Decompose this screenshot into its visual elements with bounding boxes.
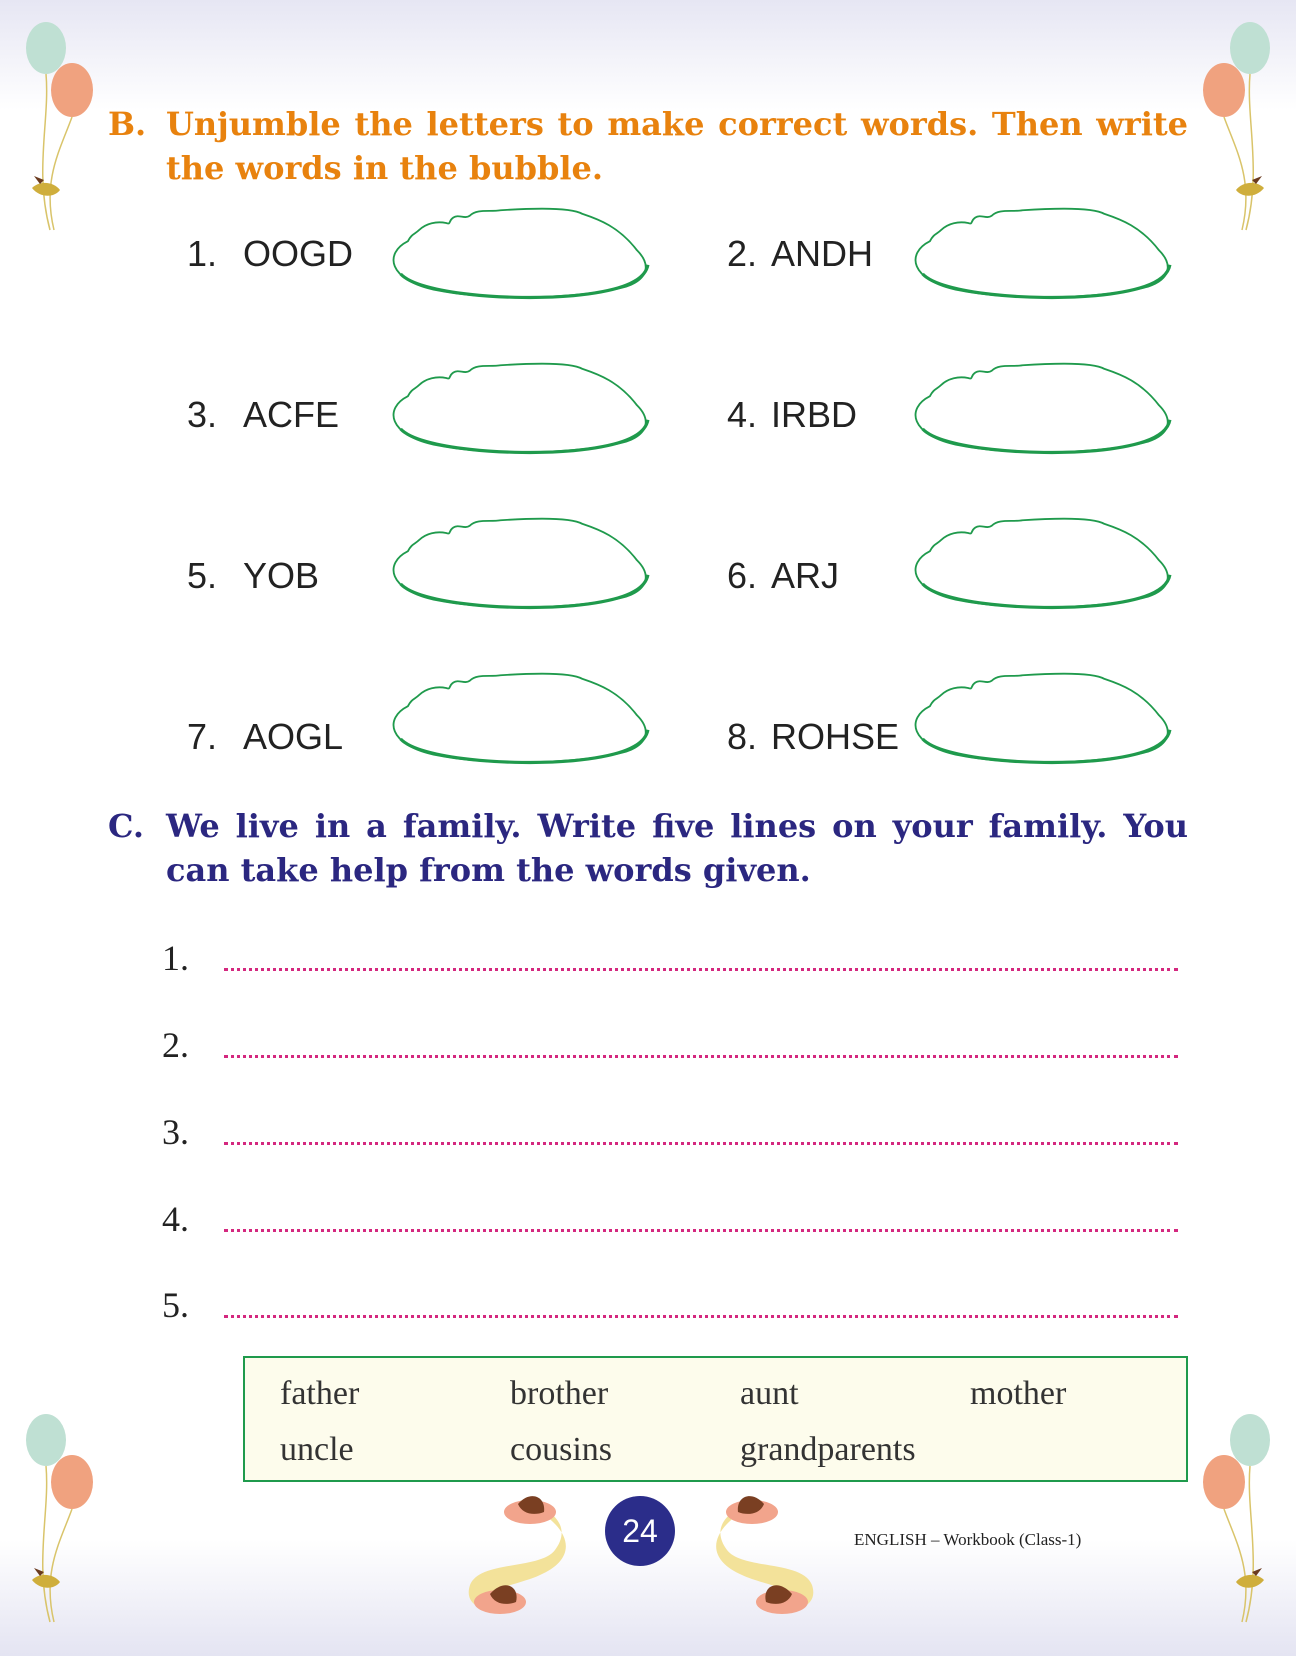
jumbled-word: ARJ	[771, 555, 840, 596]
word-cousins: cousins	[510, 1431, 612, 1468]
writing-line-1[interactable]	[162, 938, 1182, 978]
section-c-letter: C.	[108, 807, 145, 845]
answer-bubble-3[interactable]	[372, 358, 662, 458]
jumbled-word: ACFE	[243, 394, 340, 435]
word-grandparents: grandparents	[740, 1431, 916, 1468]
jumbled-word: IRBD	[771, 394, 858, 435]
unjumble-item-3	[187, 395, 339, 435]
section-b-letter: B.	[108, 105, 147, 143]
answer-bubble-8[interactable]	[894, 668, 1184, 768]
footer-book-title: ENGLISH – Workbook (Class-1)	[854, 1530, 1082, 1549]
balloons-bottom-left-icon	[20, 1412, 110, 1632]
dotted-line	[224, 1229, 1178, 1232]
word-brother: brother	[510, 1375, 609, 1412]
unjumble-item-4	[727, 395, 857, 435]
word-father: father	[280, 1375, 360, 1412]
dotted-line	[224, 1055, 1178, 1058]
jumbled-word: ROHSE	[771, 716, 900, 757]
writing-line-3[interactable]	[162, 1112, 1182, 1152]
item-number: 8.	[727, 716, 758, 757]
answer-bubble-7[interactable]	[372, 668, 662, 768]
word-mother: mother	[970, 1375, 1067, 1412]
writing-line-4[interactable]	[162, 1199, 1182, 1239]
jumbled-word: YOB	[243, 555, 320, 596]
dotted-line	[224, 1315, 1178, 1318]
item-number: 7.	[187, 716, 218, 757]
unjumble-item-6	[727, 556, 839, 596]
line-number: 4.	[162, 1199, 189, 1239]
section-b-instruction: Unjumble the letters to make correct words. Then write the words in the bubble.	[166, 105, 1188, 187]
answer-bubble-6[interactable]	[894, 513, 1184, 613]
item-number: 6.	[727, 555, 758, 596]
balloons-top-right-icon	[1186, 20, 1276, 240]
item-number: 4.	[727, 394, 758, 435]
unjumble-item-2	[727, 234, 873, 274]
section-b-heading	[108, 102, 1188, 190]
writing-line-2[interactable]	[162, 1025, 1182, 1065]
unjumble-item-8	[727, 717, 899, 757]
unjumble-item-1	[187, 234, 353, 274]
line-number: 5.	[162, 1285, 189, 1325]
line-number: 2.	[162, 1025, 189, 1065]
word-uncle: uncle	[280, 1431, 354, 1468]
item-number: 1.	[187, 233, 218, 274]
item-number: 5.	[187, 555, 218, 596]
item-number: 3.	[187, 394, 218, 435]
balloons-top-left-icon	[20, 20, 110, 240]
answer-bubble-1[interactable]	[372, 203, 662, 303]
line-number: 3.	[162, 1112, 189, 1152]
section-c-instruction: We live in a family. Write five lines on your family. You can take help from the words given.	[166, 807, 1188, 889]
section-c-heading	[108, 804, 1188, 892]
jumbled-word: ANDH	[771, 233, 874, 274]
line-number: 1.	[162, 938, 189, 978]
item-number: 2.	[727, 233, 758, 274]
word-help-box	[243, 1356, 1188, 1482]
unjumble-item-7	[187, 717, 343, 757]
balloons-bottom-right-icon	[1186, 1412, 1276, 1632]
ribbon-birds-right-icon	[692, 1490, 822, 1620]
unjumble-item-5	[187, 556, 319, 596]
dotted-line	[224, 1142, 1178, 1145]
answer-bubble-4[interactable]	[894, 358, 1184, 458]
ribbon-birds-left-icon	[460, 1490, 590, 1620]
answer-bubble-5[interactable]	[372, 513, 662, 613]
dotted-line	[224, 968, 1178, 971]
page-number-badge: 24	[605, 1496, 675, 1566]
writing-line-5[interactable]	[162, 1285, 1182, 1325]
jumbled-word: AOGL	[243, 716, 344, 757]
word-aunt: aunt	[740, 1375, 799, 1412]
answer-bubble-2[interactable]	[894, 203, 1184, 303]
jumbled-word: OOGD	[243, 233, 354, 274]
